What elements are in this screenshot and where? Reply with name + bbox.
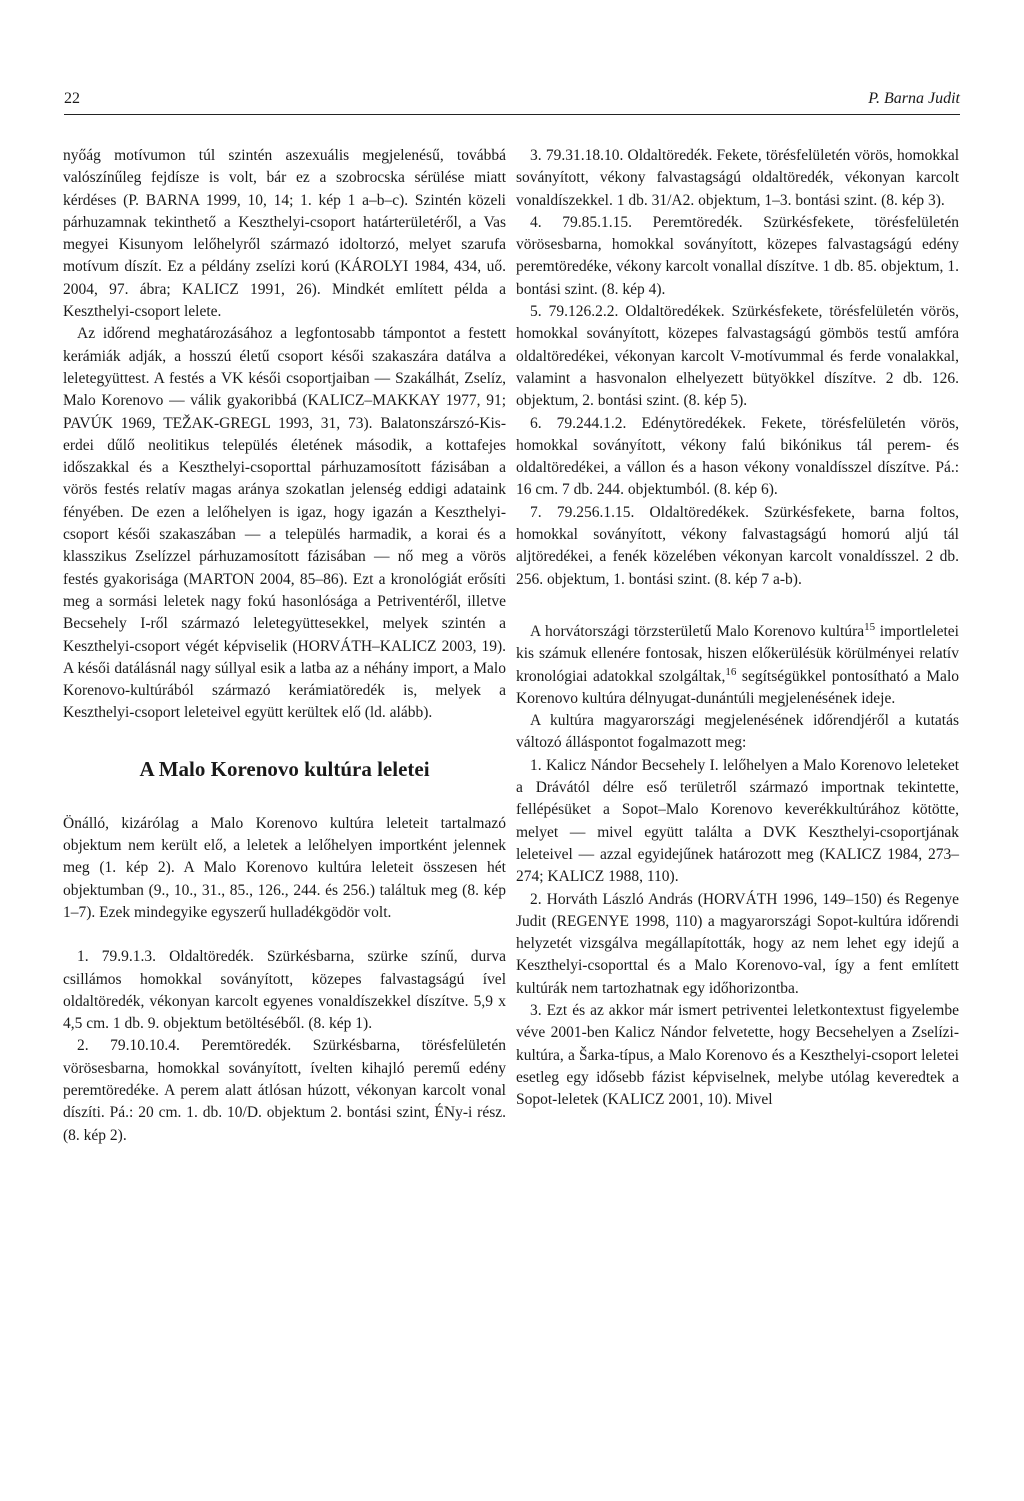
paragraph: Önálló, kizárólag a Malo Korenovo kultúra leleteit tartalmazó objektum nem került elő, a leletek a lelőhelyen importként jelennek meg (1. kép 2). A Malo Korenovo kultúra leleteit összesen hét objektumban (9., 10., 31., 85., 126., 244. és 256.) találtuk meg (8. kép 1–7). Ezek mindegyike egyszerű hulladékgödör volt.	[63, 814, 506, 921]
paragraph: Az időrend meghatározásához a legfontosabb támpontot a festett kerámiák adják, a hosszú életű csoport késői szakaszára datálva a leletegyüttest. A festés a VK késői csoportjaiban — Szakálhát, Zselíz, Malo Korenovo — válik gyakoribbá (KALICZ–MAKKAY 1977, 91; PAVÚK 1969, TEŽAK-GREGL 1993, 31, 73). Balatonszárszó-Kis-erdei dűlő neolitikus település életének második, a kottafejes időszakkal és a Keszthelyi-csoporttal párhuzamosított fázisában a vörös festés relatív magas aránya szokatlan jelenség eddigi adataink fényében. De ezen a lelőhelyen is igaz, hogy igazán a Keszthelyi-csoport késői szakaszában — a település harmadik, a korai és a klasszikus Zselízzel párhuzamosított fázisában — nő meg a vörös festés gyakorisága (MARTON 2004, 85–86). Ezt a kronológiát erősíti meg a sormási leletek nagy fokú hasonlósága a Petriventéről, illetve Becsehely I-ről származó leletegyüttesekkel, melyek szintén a Keszthelyi-csoport végét képviselik (HORVÁTH–KALICZ 2003, 19). A késői datálásnál nagy súllyal esik a latba az a néhány import, a Malo Korenovo-kultúrából származó kerámiatöredék is, melyek a Keszthelyi-csoport leleteivel együtt kerültek elő (ld. alább).	[63, 325, 506, 722]
section-heading: A Malo Korenovo kultúra leletei	[139, 756, 430, 781]
left-column	[63, 145, 506, 1147]
catalog-item: 1. 79.9.1.3. Oldaltöredék. Szürkésbarna, szürke színű, durva csillámos homokkal soványított, közepes falvastagságú ível oldaltöredék, vékonyan karcolt egyenes vonaldíszekkel díszítve. 5,9 x 4,5 cm. 1 db. 9. objektum betöltéséből. (8. kép 1).	[63, 948, 506, 1033]
running-header	[64, 88, 960, 115]
catalog-item: 6. 79.244.1.2. Edénytöredékek. Fekete, törésfelületén vörös, homokkal soványított, vékony falú bikónikus tál perem- és oldaltöredékei, a vállon és a hason vékony vonaldísszel díszítve. Pá.: 16 cm. 7 db. 244. objektumból. (8. kép 6).	[516, 414, 959, 499]
running-author: P. Barna Judit	[868, 90, 960, 107]
numbered-point: 2. Horváth László András (HORVÁTH 1996, 149–150) és Regenye Judit (REGENYE 1998, 110) a magyarországi Sopot-kultúra időrendi helyzetét vizsgálva megállapították, hogy az nem lehet egy idejű a Keszthelyi-csoporttal és a Malo Korenovo-val, így a fent említett kultúrák nem tartozhatnak egy időhorizontba.	[516, 890, 959, 997]
right-column	[516, 145, 959, 1111]
paragraph-text: importleletei kis számuk ellenére fontosak, hiszen előkerülésük körülményei relatív kronológiai adatokkal szolgáltak,	[516, 622, 959, 685]
footnote-ref[interactable]: 16	[725, 665, 737, 678]
numbered-point: 3. Ezt és az akkor már ismert petriventei leletkontextust figyelembe véve 2001-ben Kalicz Nándor felvetette, hogy Becsehelyen a Zselízi-kultúra, a Šarka-típus, a Malo Korenovo és a Keszthelyi-csoport leletei esetleg egy idősebb fázist képviselnek, melybe utólag keveredtek a Sopot-leletek (KALICZ 2001, 10). Mivel	[516, 1001, 959, 1109]
paragraph	[516, 621, 959, 710]
footnote-ref[interactable]: 15	[864, 620, 876, 633]
numbered-point: 1. Kalicz Nándor Becsehely I. lelőhelyen a Malo Korenovo leleteket a Drávától délre eső területről származó importnak tekintette, fellépésüket a Sopot–Malo Korenovo keverékkultúrához kötötte, melyet — mivel együtt találta a DVK Keszthelyi-csoportjának leleteivel — azzal egyidejűnek határozott meg (KALICZ 1984, 273–274; KALICZ 1988, 110).	[516, 756, 959, 886]
catalog-item: 7. 79.256.1.15. Oldaltöredékek. Szürkésfekete, barna foltos, homokkal soványított, vékony falvastagságú homorú aljú tál aljtöredékei, a fenék közelében vékonyan karcolt vonaldísszel. 2 db. 256. objektum, 1. bontási szint. (8. kép 7 a-b).	[516, 503, 959, 588]
paragraph: A kultúra magyarországi megjelenésének időrendjéről a kutatás változó álláspontot fogalmazott meg:	[516, 712, 959, 752]
paragraph-text: segítségükkel pontosítható a Malo Korenovo kultúra délnyugat-dunántúli megjelenésének ideje.	[516, 667, 959, 707]
page-number: 22	[64, 90, 80, 107]
catalog-item: 4. 79.85.1.15. Peremtöredék. Szürkésfekete, törésfelületén vörösesbarna, homokkal soványított, közepes falvastagságú edény peremtöredéke, vékony karcolt vonallal díszítve. 1 db. 85. objektum, 1. bontási szint. (8. kép 4).	[516, 213, 959, 298]
catalog-item: 3. 79.31.18.10. Oldaltöredék. Fekete, törésfelületén vörös, homokkal soványított, vékony falvastagságú oldaltöredék, vékonyan karcolt vonaldíszekkel. 1 db. 31/A2. objektum, 1–3. bontási szint. (8. kép 3).	[516, 147, 959, 209]
paragraph-text: A horvátországi törzsterületű Malo Korenovo kultúra	[530, 622, 865, 640]
paragraph: nyőág motívumon túl szintén aszexuális megjelenésű, továbbá valószínűleg fejdísze is volt, bár ez a szobrocska sérülése miatt kérdéses (P. BARNA 1999, 10, 14; 1. kép 1 a–b–c). Szintén közeli párhuzamnak tekinthető a Keszthelyi-csoport határterületéről, a Vas megyei Kisunyom lelőhelyről származó idoltorzó, melyet szarufa motívum díszít. Ez a példány zselízi korú (KÁROLYI 1984, 434, uő. 2004, 97. ábra; KALICZ 1991, 26). Mindkét említett példa a Keszthelyi-csoport lelete.	[63, 147, 506, 321]
catalog-item: 5. 79.126.2.2. Oldaltöredékek. Szürkésfekete, törésfelületén vörös, homokkal soványított, közepes falvastagságú gömbös testű amfóra oldaltöredékei, vékonyan karcolt V-motívummal és ferde vonalakkal, valamint a hasvonalon elhelyezett bütyökkel díszítve. 2 db. 126. objektum, 2. bontási szint. (8. kép 5).	[516, 303, 959, 410]
catalog-item: 2. 79.10.10.4. Peremtöredék. Szürkésbarna, törésfelületén vörösesbarna, homokkal soványított, ívelten kihajló peremű edény peremtöredéke. A perem alatt átlósan húzott, vékonyan karcolt vonal díszíti. Pá.: 20 cm. 1. db. 10/D. objektum 2. bontási szint, ÉNy-i rész. (8. kép 2).	[63, 1037, 506, 1144]
